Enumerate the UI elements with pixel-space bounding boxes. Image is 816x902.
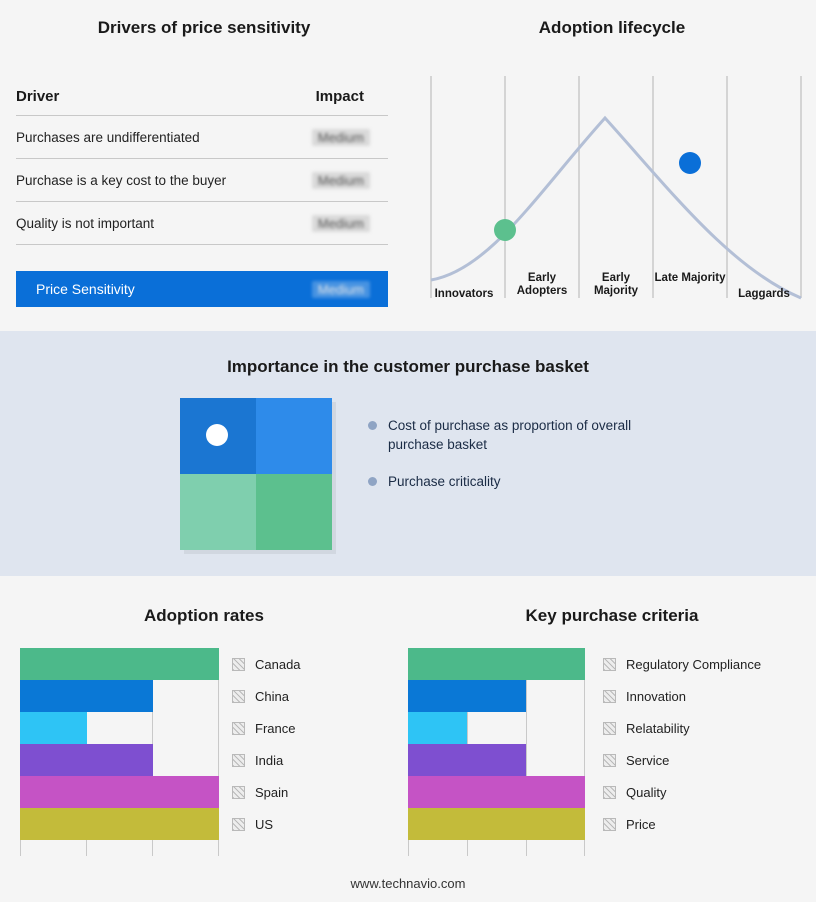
column-header-impact: Impact [315,88,364,105]
bar-regulatory-compliance [408,648,585,680]
lifecycle-title: Adoption lifecycle [538,18,686,37]
swatch-icon [603,786,616,799]
bar-row [408,744,585,776]
bullet-icon [368,477,377,486]
adoption-bars-chart [20,648,219,856]
legend-label: Relatability [626,720,690,736]
swatch-icon [232,658,245,671]
legend-label: Service [626,752,670,768]
legend-label: US [255,816,274,832]
matrix-quadrant-bottom-left [180,474,256,550]
legend-label: China [255,688,289,704]
legend-label: Quality [626,784,667,800]
bar-row [20,776,219,808]
legend-label: India [255,752,284,768]
swatch-icon [603,690,616,703]
bar-france [20,712,87,744]
legend-item [232,808,392,840]
matrix-marker-dot [206,424,228,446]
bar-service [408,744,526,776]
criteria-bars-chart [408,648,585,856]
legend-item [603,808,803,840]
drivers-title: Drivers of price sensitivity [97,18,311,37]
legend-item [368,416,668,454]
legend-label: France [255,720,296,736]
legend-label: Canada [255,656,301,672]
lifecycle-stage-late-majority: Late Majority [654,272,726,284]
lifecycle-stage-laggards: Laggards [738,288,790,300]
price-sensitivity-label: Price Sensitivity [36,281,135,297]
adoption-lifecycle-chart [430,70,802,310]
legend-item [368,472,668,491]
swatch-icon [603,754,616,767]
swatch-icon [603,658,616,671]
cell-impact: Medium [312,129,370,146]
bar-row [20,808,219,840]
lifecycle-curve [431,118,801,298]
legend-item [603,680,803,712]
table-header-row [16,88,388,116]
bar-india [20,744,153,776]
legend-item [232,776,392,808]
late-majority-marker [679,152,701,174]
legend-item-label: Cost of purchase as proportion of overall purchase basket [388,418,632,452]
cell-impact: Medium [312,172,370,189]
basket-legend [368,416,668,509]
bar-row [408,648,585,680]
lifecycle-stage-early-adopters: Early Adopters [516,272,568,297]
legend-item-label: Purchase criticality [388,474,501,489]
matrix-quadrant-top-left [180,398,256,474]
criteria-title: Key purchase criteria [525,606,699,625]
swatch-icon [232,722,245,735]
bar-quality [408,776,585,808]
swatch-icon [603,818,616,831]
key-purchase-criteria-panel [408,576,816,902]
legend-item [603,648,803,680]
swatch-icon [232,690,245,703]
lifecycle-stage-innovators: Innovators [434,288,494,300]
table-row [16,116,388,159]
table-row [16,202,388,245]
legend-item [232,648,392,680]
legend-label: Innovation [626,688,686,704]
legend-label: Price [626,816,656,832]
legend-item [603,776,803,808]
bar-row [20,712,219,744]
matrix-quadrant-bottom-right [256,474,332,550]
bar-relatability [408,712,467,744]
bar-spain [20,776,219,808]
swatch-icon [603,722,616,735]
criteria-legend [603,648,803,840]
lifecycle-stage-early-majority: Early Majority [593,272,639,297]
price-sensitivity-value: Medium [312,281,370,298]
adoption-legend [232,648,392,840]
swatch-icon [232,818,245,831]
purchase-basket-matrix [180,398,332,550]
bar-row [20,680,219,712]
footer-url: www.technavio.com [350,876,466,891]
legend-item [232,744,392,776]
bar-row [408,712,585,744]
adoption-rates-panel [0,576,408,902]
bullet-icon [368,421,377,430]
bar-row [408,680,585,712]
cell-impact: Medium [312,215,370,232]
basket-title: Importance in the customer purchase basket [227,357,589,376]
legend-label: Regulatory Compliance [626,656,762,672]
cell-driver: Quality is not important [16,216,155,231]
legend-label: Spain [255,784,289,800]
legend-item [232,712,392,744]
bar-canada [20,648,219,680]
legend-item [232,680,392,712]
bar-innovation [408,680,526,712]
innovators-marker [494,219,516,241]
column-header-driver: Driver [16,88,60,105]
cell-driver: Purchase is a key cost to the buyer [16,173,227,188]
bar-row [408,808,585,840]
bar-row [20,648,219,680]
drivers-panel [0,0,408,331]
bar-row [408,776,585,808]
swatch-icon [232,754,245,767]
drivers-table [16,88,388,245]
bar-china [20,680,153,712]
swatch-icon [232,786,245,799]
bar-price [408,808,585,840]
adoption-title: Adoption rates [144,606,264,625]
cell-driver: Purchases are undifferentiated [16,130,200,145]
legend-item [603,744,803,776]
price-sensitivity-summary [16,271,388,307]
table-row [16,159,388,202]
bar-row [20,744,219,776]
lifecycle-panel [408,0,816,331]
legend-item [603,712,803,744]
matrix-quadrant-top-right [256,398,332,474]
bar-us [20,808,219,840]
